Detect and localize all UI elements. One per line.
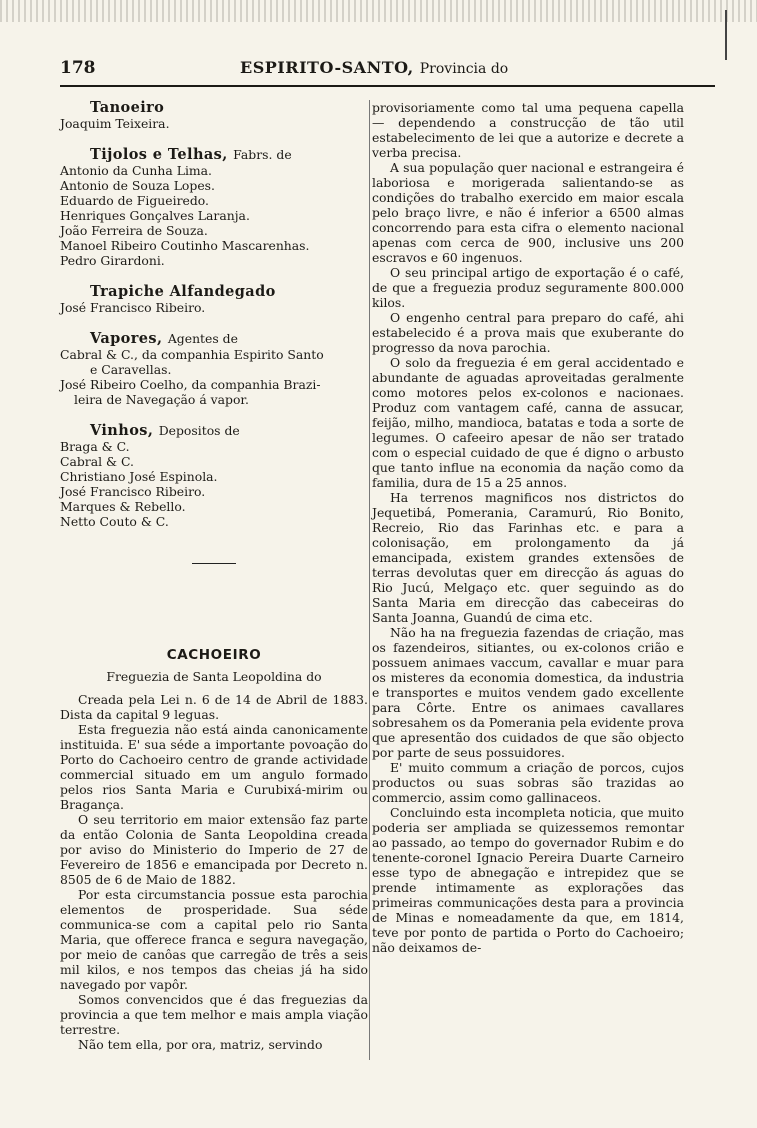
paragraph: provisoriamente como tal uma pequena capella — dependendo a construcção de tão util estabelecimento de lei que a autorize e decrete a verba precisa.: [372, 100, 684, 160]
list-item: Antonio de Souza Lopes.: [60, 178, 215, 193]
heading-vinhos-sub: Depositos de: [158, 423, 240, 438]
list-item: Cabral & C.: [60, 454, 134, 469]
paragraph: E' muito commum a criação de porcos, cujos productos ou suas sobras são trazidas ao commercio, assim como gallinaceos.: [372, 760, 684, 805]
heading-tanoeiro: Tanoeiro: [90, 99, 165, 116]
heading-vinhos: [60, 423, 368, 439]
paragraph: Por esta circumstancia possue esta parochia elementos de prosperidade. Sua séde communica-se com a capital pelo rio Santa Maria, que offerece franca e segura navegação, por meio de canôas que carregão de três a seis mil kilos, e nos tempos das cheias já ha sido navegado por vapôr.: [60, 887, 368, 992]
heading-tijolos-title: Tijolos e Telhas,: [90, 146, 228, 163]
heading-vinhos-title: Vinhos,: [90, 422, 154, 439]
heading-vapores: [60, 331, 368, 347]
list-item: Netto Couto & C.: [60, 514, 169, 529]
list-item: Henriques Gonçalves Laranja.: [60, 208, 250, 223]
list-item: Christiano José Espinola.: [60, 469, 218, 484]
list-item: José Francisco Ribeiro.: [60, 300, 206, 315]
paragraph: Concluindo esta incompleta noticia, que muito poderia ser ampliada se quizessemos remontar ao passado, ao tempo do governador Rubim e do tenente-coronel Ignacio Pereira Duarte Carneiro esse typo de abnegação e intrepidez que se prende intimamente as explorações das primeiras communicações desta para a provincia de Minas e nomeadamente da que, em 1814, teve por ponto de partida o Porto do Cachoeiro; não deixamos de-: [372, 805, 684, 955]
running-header: [60, 58, 708, 80]
cachoeiro-text: [60, 692, 368, 1052]
list-item: Braga & C.: [60, 439, 130, 454]
list-item: Marques & Rebello.: [60, 499, 186, 514]
paragraph: Não tem ella, por ora, matriz, servindo: [78, 1037, 323, 1052]
page-edge-mark: [719, 10, 727, 60]
paragraph: O seu territorio em maior extensão faz parte da então Colonia de Santa Leopoldina creada por aviso do Ministerio do Imperio de 27 de Fevereiro de 1856 e emancipada por Decreto n. 8505 de 6 de Maio de 1882.: [60, 812, 368, 887]
header-rule: [60, 85, 715, 87]
list-item: Pedro Girardoni.: [60, 253, 165, 268]
header-title: [240, 58, 508, 77]
paragraph: O engenho central para preparo do café, ahi estabelecido é a prova mais que exuberante do progresso da nova parochia.: [372, 310, 684, 355]
list-item-cont: leira de Navegação á vapor.: [74, 392, 249, 407]
right-column: [372, 100, 684, 955]
list-item-cont: e Caravellas.: [90, 362, 172, 377]
scan-noise: [0, 0, 757, 22]
paragraph: Somos convencidos que é das freguezias da provincia a que tem melhor e mais ampla viação terrestre.: [60, 992, 368, 1037]
chapter-subtitle: Freguezia de Santa Leopoldina do: [106, 669, 322, 684]
heading-trapiche: Trapiche Alfandegado: [90, 283, 276, 300]
header-title-text: ESPIRITO-SANTO,: [240, 58, 414, 77]
heading-vapores-sub: Agentes de: [167, 331, 238, 346]
list-item: José Francisco Ribeiro.: [60, 484, 206, 499]
heading-vapores-title: Vapores,: [90, 330, 163, 347]
list-item: Antonio da Cunha Lima.: [60, 163, 212, 178]
section-rule: [192, 563, 236, 564]
heading-tijolos: [60, 147, 368, 163]
paragraph: Ha terrenos magnificos nos districtos do Jequetibá, Pomerania, Caramurú, Rio Bonito, Recreio, Rio das Farinhas etc. e para a colonisação, em prolongamento da já emancipada, existem grandes extensões de terras devolutas quer em direcção ás aguas do Rio Jucú, Melgaço etc. quer seguindo as do Santa Maria em direcção das cabeceiras do Santa Joanna, Guandú de cima etc.: [372, 490, 684, 625]
list-item: Manoel Ribeiro Coutinho Mascarenhas.: [60, 238, 310, 253]
paragraph: O seu principal artigo de exportação é o café, de que a freguezia produz seguramente 800.000 kilos.: [372, 265, 684, 310]
left-column: [60, 100, 368, 1052]
list-item: Cabral & C., da companhia Espirito Santo: [60, 347, 324, 362]
list-item: João Ferreira de Souza.: [60, 223, 208, 238]
column-divider: [369, 100, 370, 1060]
paragraph: Não ha na freguezia fazendas de criação, mas os fazendeiros, sitiantes, ou ex-colonos crião e possuem animaes vaccum, cavallar e muar para os misteres da economia domestica, da industria e transportes e muitos vendem gado excellente para Côrte. Entre os animaes cavallares sobresahem os da Pomerania pela evidente prova que apresentão dos cuidados de que são objecto por parte de seus possuidores.: [372, 625, 684, 760]
list-item: Joaquim Teixeira.: [60, 116, 170, 131]
paragraph: O solo da freguezia é em geral accidentado e abundante de aguadas aproveitadas geralmente como motores pelos ex-colonos e nacionaes. Produz com vantagem café, canna de assucar, feijão, milho, mandioca, batatas e toda a sorte de legumes. O cafeeiro apesar de não ser tratado com o especial cuidado de que é digno o arbusto que tanto influe na economia da nação como da familia, dura de 15 a 25 annos.: [372, 355, 684, 490]
list-item: Eduardo de Figueiredo.: [60, 193, 209, 208]
paragraph: Creada pela Lei n. 6 de 14 de Abril de 1883. Dista da capital 9 leguas.: [60, 692, 368, 722]
list-item: José Ribeiro Coelho, da companhia Brazi-: [60, 377, 321, 392]
page-number: 178: [60, 58, 96, 78]
chapter-title: CACHOEIRO: [166, 647, 262, 663]
paragraph: A sua população quer nacional e estrangeira é laboriosa e morigerada salientando-se as condições do trabalho exercido em maior escala pelo braço livre, e não é inferior a 6500 almas concorrendo para esta cifra o elemento nacional apenas com cerca de 900, inclusive uns 200 escravos e 60 ingenuos.: [372, 160, 684, 265]
heading-tijolos-sub: Fabrs. de: [233, 147, 292, 162]
paragraph: Esta freguezia não está ainda canonicamente instituida. E' sua séde a importante povoação do Porto do Cachoeiro centro de grande actividade commercial situado em um angulo formado pelos rios Santa Maria e Curubixá-mirim ou Bragança.: [60, 722, 368, 812]
header-province: Provincia do: [419, 61, 509, 77]
